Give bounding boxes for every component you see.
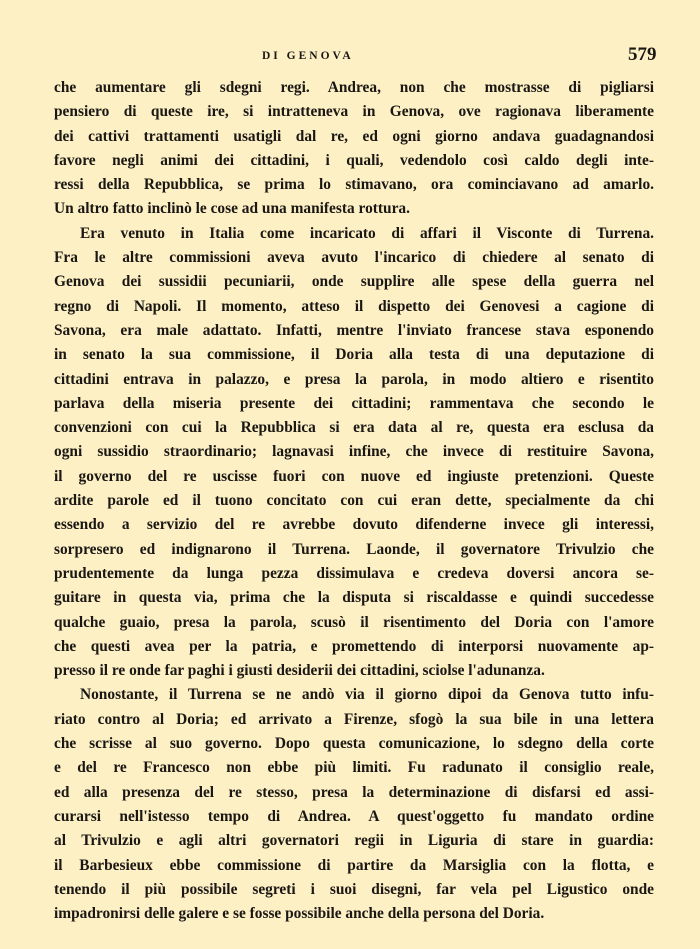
text-line: Savona, era male adattato. Infatti, mentre l'inviato francese stava esponendo: [54, 321, 654, 339]
text-line: tenendo il più possibile segreti i suoi disegni, far vela pel Ligustico onde: [54, 880, 654, 898]
text-line: sorpresero ed indignarono il Turrena. Laonde, il governatore Trivulzio che: [54, 540, 654, 558]
text-line: ogni sussidio straordinario; lagnavasi infine, che invece di restituire Savona,: [54, 443, 654, 461]
text-line: Era venuto in Italia come incaricato di affari il Visconte di Turrena.: [80, 224, 654, 242]
text-line: al Trivulzio e agli altri governatori regii in Liguria di stare in guardia:: [54, 832, 654, 850]
text-line: Un altro fatto inclinò le cose ad una manifesta rottura.: [54, 200, 410, 218]
text-line: curarsi nell'istesso tempo di Andrea. A quest'oggetto fu mandato ordine: [54, 807, 654, 825]
text-line: essendo a servizio del re avrebbe dovuto difenderne invece gli interessi,: [54, 516, 654, 534]
text-line: che questi avea per la patria, e promettendo di interporsi nuovamente ap-: [54, 637, 654, 655]
text-line: presso il re onde far paghi i giusti desiderii dei cittadini, sciolse l'adunanza.: [54, 662, 545, 680]
text-line: parlava della miseria presente dei cittadini; rammentava che secondo le: [54, 394, 654, 412]
text-line: prudentemente da lunga pezza dissimulava e credeva doversi ancora se-: [54, 564, 654, 582]
text-line: Nonostante, il Turrena se ne andò via il giorno dipoi da Genova tutto infu-: [80, 686, 654, 704]
text-line: Fra le altre commissioni aveva avuto l'incarico di chiedere al senato di: [54, 249, 654, 267]
text-line: regno di Napoli. Il momento, atteso il dispetto dei Genovesi a cagione di: [54, 297, 654, 315]
paragraph: [54, 683, 654, 926]
text-line: Genova dei sussidii pecuniarii, onde supplire alle spese della guerra nel: [54, 273, 654, 291]
text-line: il governo del re uscisse fuori con nuove ed ingiuste pretenzioni. Queste: [54, 467, 654, 485]
text-line: pensiero di queste ire, si intratteneva in Genova, ove ragionava liberamente: [54, 103, 654, 121]
text-line: che aumentare gli sdegni regi. Andrea, non che mostrasse di pigliarsi: [54, 79, 654, 96]
text-line: qualche guaio, presa la parola, scusò il risentimento del Doria con l'amore: [54, 613, 654, 631]
text-line: riato contro al Doria; ed arrivato a Firenze, sfogò la sua bile in una lettera: [54, 710, 654, 728]
text-line: che scrisse al suo governo. Dopo questa comunicazione, lo sdegno della corte: [54, 735, 654, 753]
text-line: convenzioni con cui la Repubblica si era data al re, questa era esclusa da: [54, 419, 654, 437]
text-line: ardite parole ed il tuono concitato con cui eran dette, specialmente da chi: [54, 492, 654, 510]
text-line: impadronirsi delle galere e se fosse possibile anche della persona del Doria.: [54, 905, 545, 923]
text-line: ed alla presenza del re stesso, presa la determinazione di disfarsi ed assi-: [54, 783, 654, 801]
paragraph: [54, 76, 654, 222]
body-text: [54, 76, 654, 926]
text-line: e del re Francesco non ebbe più limiti. Fu radunato il consiglio reale,: [54, 759, 654, 777]
text-line: cittadini entrava in palazzo, e presa la parola, in modo altiero e risentito: [54, 370, 654, 388]
text-line: dei cattivi trattamenti usatigli dal re, ed ogni giorno andava guadagnandosi: [54, 127, 654, 145]
page-number: 579: [628, 44, 657, 65]
text-line: ressi della Repubblica, se prima lo stimavano, ora cominciavano ad amarlo.: [54, 176, 654, 194]
text-line: guitare in questa via, prima che la disputa si riscaldasse e quindi succedesse: [54, 589, 654, 607]
running-head: DI GENOVA: [262, 50, 354, 62]
text-line: favore negli animi dei cittadini, i quali, vedendolo così caldo degli inte-: [54, 151, 654, 169]
text-line: il Barbesieux ebbe commissione di partire da Marsiglia con la flotta, e: [54, 856, 654, 874]
text-line: in senato la sua commissione, il Doria alla testa di una deputazione di: [54, 346, 654, 364]
paragraph: [54, 222, 654, 684]
